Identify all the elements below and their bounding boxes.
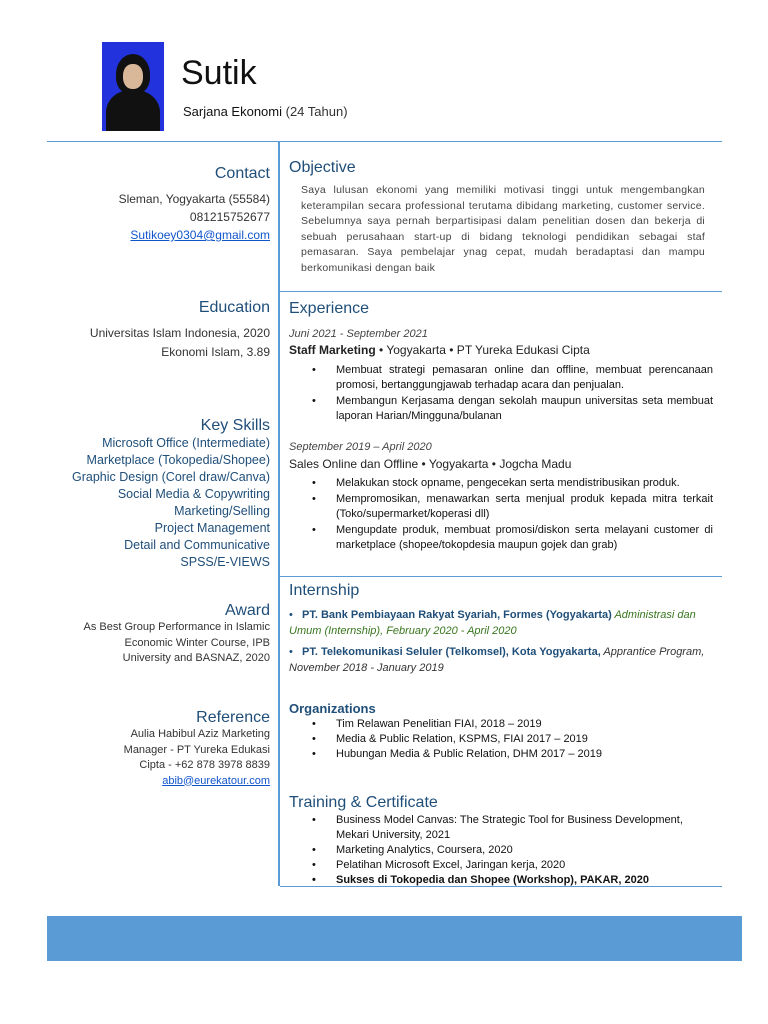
award-line: University and BASNAZ, 2020: [122, 652, 270, 664]
skill-item: Graphic Design (Corel draw/Canva): [72, 470, 270, 484]
job-place: • Yogyakarta • PT Yureka Edukasi Cipta: [375, 343, 590, 357]
skill-item: Detail and Communicative: [124, 538, 270, 552]
job-title: Staff Marketing: [289, 343, 376, 357]
skill-item: Marketing/Selling: [174, 504, 270, 518]
award-line: As Best Group Performance in Islamic: [83, 621, 270, 633]
list-item: • Membangun Kerjasama dengan sekolah maupun universitas seta membuat laporan Harian/Mingguna/bulanan: [312, 394, 713, 424]
skills-heading: Key Skills: [200, 417, 270, 434]
list-item: • Membuat strategi pemasaran online dan offline, membuat perencanaan promosi, bertanggungjawab terhadap acara dan penjualan.: [312, 363, 713, 393]
objective-divider: [280, 291, 722, 292]
footer-bar: [47, 916, 742, 961]
job-title-line: [289, 343, 590, 357]
internship-item: [289, 608, 709, 639]
experience-divider: [280, 576, 722, 577]
candidate-name: Sutik: [181, 54, 257, 92]
bullet-icon: •: [289, 646, 293, 658]
experience-heading: Experience: [289, 300, 370, 317]
training-heading: Training & Certificate: [289, 794, 438, 811]
award-heading: Award: [224, 602, 270, 619]
job-title: Sales Online dan Offline: [289, 457, 419, 471]
age: (24 Tahun): [285, 104, 348, 119]
list-item: • Melakukan stock opname, pengecekan serta mendistribusikan produk.: [312, 476, 713, 491]
skill-item: Marketplace (Tokopedia/Shopee): [86, 453, 270, 467]
profile-photo: [102, 42, 164, 131]
list-item: • Sukses di Tokopedia dan Shopee (Workshop), PAKAR, 2020: [312, 873, 702, 888]
internship-org: PT. Bank Pembiayaan Rakyat Syariah, Formes (Yogyakarta): [302, 609, 612, 621]
education-section: [90, 300, 270, 360]
skill-item: Project Management: [154, 521, 270, 535]
job-title-line: [289, 457, 571, 471]
degree-line: [183, 104, 348, 119]
reference-section: [124, 709, 270, 789]
reference-line: Manager - PT Yureka Edukasi: [123, 743, 270, 756]
list-item: • Business Model Canvas: The Strategic Tool for Business Development, Mekari University, 2021: [312, 813, 702, 843]
skill-item: SPSS/E-VIEWS: [180, 555, 270, 569]
list-item: • Media & Public Relation, KSPMS, FIAI 2017 – 2019: [312, 732, 712, 747]
internship-heading: Internship: [289, 582, 360, 599]
contact-phone: 081215752677: [189, 210, 270, 224]
job-bullets: [312, 363, 713, 425]
objective-text: Saya lulusan ekonomi yang memiliki motivasi tinggi untuk mengembangkan keterampilan secara professional terutama dibidang marketing, customer service. Sebelumnya saya pernah berpartisipasi dalam penelitian dosen dan bekerja di sebuah perusahaan start-up di bidang teknologi pendidikan sebagai staf pemasaran. Saya pembelajar ynag cepat, mudah beradaptasi dan mampu berkomunikasi dengan baik: [301, 184, 705, 274]
award-line: Economic Winter Course, IPB: [124, 636, 270, 649]
list-item: • Mengupdate produk, membuat promosi/diskon serta melayani customer di marketplace (shopee/tokopdesia maupun gojek dan grab): [312, 523, 713, 553]
internship-org: PT. Telekomunikasi Seluler (Telkomsel), Kota Yogyakarta,: [302, 646, 601, 658]
organizations-heading: Organizations: [289, 701, 376, 716]
list-item: • Pelatihan Microsoft Excel, Jaringan kerja, 2020: [312, 858, 702, 873]
list-item: • Tim Relawan Penelitian FIAI, 2018 – 2019: [312, 717, 712, 732]
reference-heading: Reference: [196, 709, 270, 726]
contact-section: [119, 166, 270, 243]
internship-desc: Administrasi dan Umum (Internship), February 2020 - April 2020: [289, 609, 696, 637]
job-place: • Yogyakarta • Jogcha Madu: [418, 457, 572, 471]
reference-line: Cipta - +62 878 3978 8839: [139, 759, 270, 771]
objective-heading: Objective: [289, 159, 356, 176]
skill-item: Social Media & Copywriting: [117, 487, 270, 501]
education-school: Universitas Islam Indonesia, 2020: [89, 326, 270, 340]
degree: Sarjana Ekonomi: [183, 104, 282, 119]
list-item: • Marketing Analytics, Coursera, 2020: [312, 843, 702, 858]
skills-section: [72, 418, 270, 571]
internship-desc: Apprantice Program, November 2018 - January 2019: [289, 646, 705, 674]
education-major: Ekonomi Islam, 3.89: [161, 345, 270, 359]
internship-item: [289, 645, 709, 676]
list-item: • Mempromosikan, menawarkan serta menjual produk kepada mitra terkait (Toko/supermarket/koperasi dll): [312, 492, 713, 522]
skill-item: Microsoft Office (Intermediate): [102, 436, 270, 450]
column-divider: [278, 141, 280, 886]
education-heading: Education: [198, 299, 270, 316]
reference-email-link[interactable]: abib@eurekatour.com: [162, 774, 270, 787]
award-section: [84, 602, 270, 667]
contact-heading: Contact: [214, 165, 270, 182]
reference-line: Aulia Habibul Aziz Marketing: [130, 728, 270, 740]
job-date: September 2019 – April 2020: [289, 441, 432, 453]
list-item: • Hubungan Media & Public Relation, DHM 2017 – 2019: [312, 747, 712, 762]
contact-address: Sleman, Yogyakarta (55584): [118, 192, 270, 206]
job-date: Juni 2021 - September 2021: [289, 328, 428, 340]
job-bullets: [312, 476, 713, 554]
contact-email-link[interactable]: Sutikoey0304@gmail.com: [130, 228, 270, 242]
organizations-list: [312, 717, 712, 762]
training-list: [312, 813, 702, 888]
bullet-icon: •: [289, 609, 293, 621]
header-divider: [47, 141, 722, 142]
